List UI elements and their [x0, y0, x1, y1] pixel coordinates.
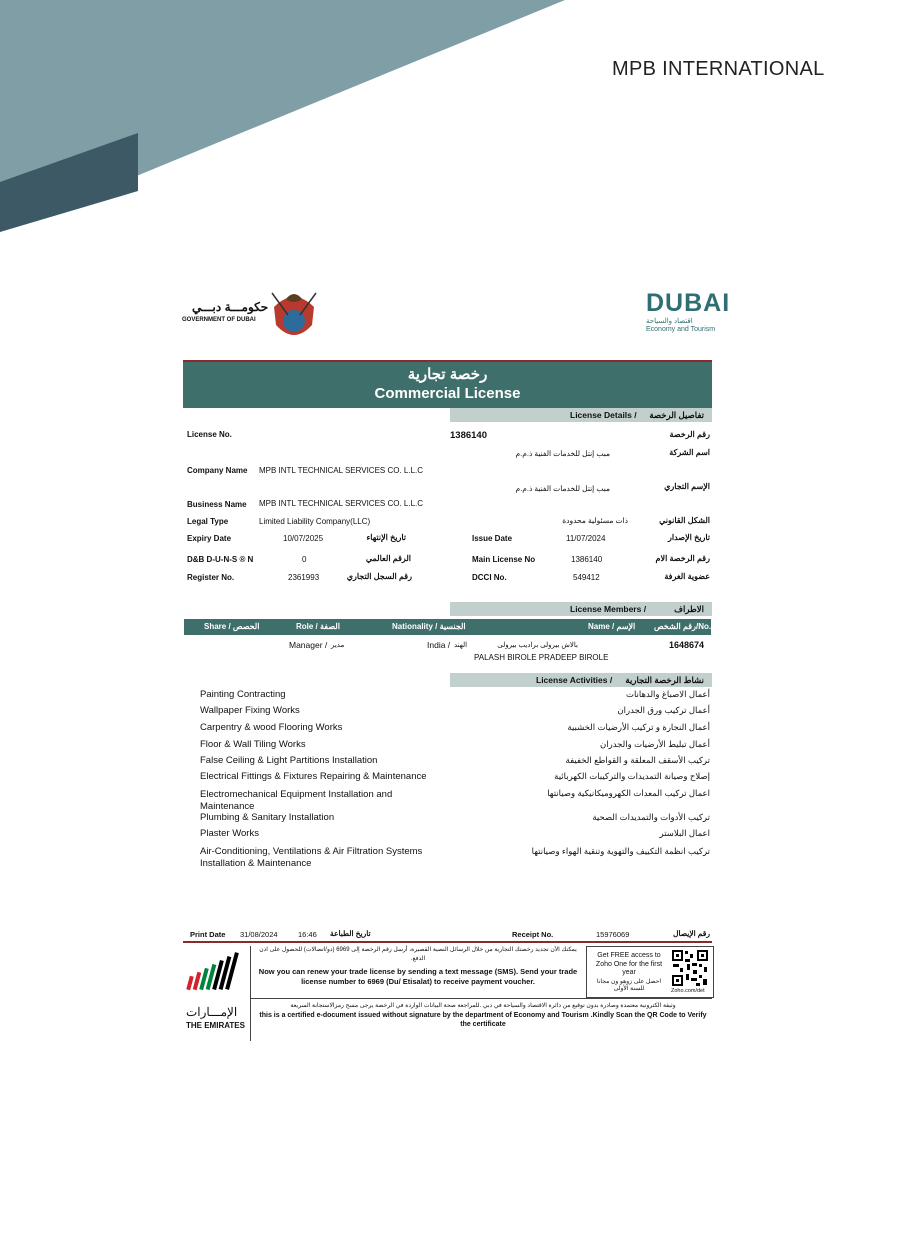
print-date-label: Print Date [190, 930, 226, 939]
col-share: Share / الحصص [204, 622, 260, 631]
legal-type-value: Limited Liability Company(LLC) [259, 517, 371, 526]
title-en: Commercial License [374, 385, 521, 402]
col-role: Role / الصفة [296, 622, 340, 631]
activity-en: Electrical Fittings & Fixtures Repairing & Maintenance [200, 771, 427, 782]
company-name-value: MPB INTL TECHNICAL SERVICES CO. L.L.C [259, 466, 424, 475]
member-role-ar: مدير [331, 642, 345, 649]
dcci-label: DCCI No. [472, 573, 507, 582]
activity-en: Carpentry & wood Flooring Works [200, 722, 343, 733]
sms-notice [255, 946, 581, 987]
activity-ar: اعمال تركيب المعدات الكهروميكانيكية وصيانتها [547, 788, 710, 798]
dcci-ar: عضوية الغرفة [664, 572, 710, 581]
legal-type-ar-label: الشكل القانوني [659, 516, 710, 525]
receipt-value: 15976069 [596, 930, 630, 939]
main-license-label: Main License No [472, 555, 536, 564]
emirates-en: THE EMIRATES [186, 1021, 245, 1030]
emirates-ar: الإمـــارات [186, 1005, 238, 1019]
legal-type-label: Legal Type [187, 517, 229, 526]
register-label: Register No. [187, 573, 235, 582]
activity-ar: تركيب الأسقف المعلقة و القواطع الخفيفة [565, 755, 710, 765]
member-no: 1648674 [669, 640, 705, 650]
license-members-bar [450, 602, 712, 616]
business-name-value: MPB INTL TECHNICAL SERVICES CO. L.L.C [259, 499, 424, 508]
zoho-offer-en: Get FREE access to Zoho One for the first year [595, 952, 663, 976]
company-name-ar: مبب إنتل للخدمات الفنية ذ.م.م [515, 449, 610, 458]
members-title-ar: الاطراف [674, 604, 704, 614]
license-details-bar [450, 408, 712, 422]
activity-en: Plaster Works [200, 828, 259, 839]
zoho-box [586, 946, 714, 998]
header-banner [0, 0, 898, 240]
activity-ar: تركيب انظمة التكييف والتهوية وتنقية الهواء وصيانتها [531, 846, 710, 856]
emirates-logo-icon [186, 948, 246, 1000]
certification-en: this is a certified e-document issued without signature by the department of Economy and Tourism .Kindly Scan the QR Code to Verify the certificate [259, 1012, 707, 1028]
col-name: Name / الإسم [588, 622, 636, 631]
license-no-label: License No. [187, 430, 232, 439]
business-name-ar: مبب إنتل للخدمات الفنية ذ.م.م [515, 484, 610, 493]
members-table-header [184, 619, 711, 635]
company-name-label: Company Name [187, 466, 248, 475]
footer-vertical-divider [250, 946, 251, 1041]
section-title-ar: تفاصيل الرخصة [649, 410, 704, 420]
activity-en: False Ceiling & Light Partitions Installation [200, 755, 378, 766]
footer-horizontal-divider [250, 998, 712, 999]
dcci-value: 549412 [573, 573, 600, 582]
duns-value: 0 [302, 555, 307, 564]
business-name-label: Business Name [187, 500, 247, 509]
sms-notice-ar: يمكنك الآن تجديد رخصتك التجارية من خلال الرسائل النصية القصيرة، أرسل رقم الرخصة إلى 6969 (دو/اتصالات) للحصول على اذن الدفع. [259, 947, 577, 962]
expiry-label: Expiry Date [187, 534, 232, 543]
activity-ar: أعمال تركيب ورق الجدران [617, 705, 710, 715]
zoho-offer-ar: احصل على زوهو ون مجانا للسنة الأولى [596, 979, 662, 992]
zoho-url: Zoho.com/det [671, 988, 705, 994]
activity-en: Wallpaper Fixing Works [200, 705, 300, 716]
duns-ar: الرقم العالمي [365, 554, 411, 563]
expiry-ar: تاريخ الإنتهاء [366, 533, 406, 542]
activity-ar: أعمال تبليط الأرضيات والجدران [600, 739, 710, 749]
certification-ar: وثيقة الكترونية معتمدة وصادرة بدون توقيع من دائرة الاقتصاد والسياحة في دبي .للمراجعة صحة البيانات الواردة في الرخصة يرجى مسح رمزالاستجابة السريعة [290, 1003, 676, 1009]
expiry-value: 10/07/2025 [283, 534, 324, 543]
issue-value: 11/07/2024 [566, 534, 606, 543]
license-no-value: 1386140 [450, 430, 487, 441]
col-no: رقم الشخص/No. [654, 622, 712, 631]
footer-rule [183, 941, 712, 943]
activity-en: Painting Contracting [200, 689, 286, 700]
print-date-ar: تاريخ الطباعة [330, 929, 371, 938]
qr-code-icon [671, 949, 709, 987]
issue-label: Issue Date [472, 534, 513, 543]
brand-title: MPB INTERNATIONAL [612, 58, 825, 80]
dubai-emblem-icon [266, 285, 322, 343]
activity-en: Floor & Wall Tiling Works [200, 739, 306, 750]
main-license-ar: رقم الرخصة الام [655, 554, 710, 563]
activity-en: Plumbing & Sanitary Installation [200, 812, 335, 823]
member-nationality-ar: الهند [454, 642, 468, 649]
col-nationality: Nationality / الجنسية [392, 622, 466, 631]
issue-ar: تاريخ الإصدار [667, 533, 710, 542]
legal-type-ar: ذات مسئولية محدودة [562, 516, 628, 525]
dubai-logo-en: Economy and Tourism [646, 326, 716, 333]
member-name-en: PALASH BIROLE PRADEEP BIROLE [474, 653, 609, 662]
register-value: 2361993 [288, 573, 320, 582]
title-ar: رخصة تجارية [407, 366, 488, 383]
activity-ar: اعمال البلاستر [659, 828, 710, 838]
print-time-value: 16:46 [298, 930, 317, 939]
activities-title-en: License Activities / [536, 675, 613, 685]
receipt-label: Receipt No. [512, 930, 554, 939]
dubai-logo-ar: اقتصاد والسياحة [646, 318, 693, 325]
receipt-ar: رقم الإيصال [673, 929, 710, 938]
license-title-header [183, 362, 712, 408]
activity-ar: إصلاح وصيانة التمديدات والتركيبات الكهربائية [554, 771, 710, 781]
license-no-ar: رقم الرخصة [669, 430, 710, 439]
certification-notice [254, 1002, 712, 1029]
company-name-ar-label: اسم الشركة [669, 448, 710, 457]
activity-ar: أعمال الاصباغ والدهانات [625, 689, 710, 699]
gov-logo-ar: حكومـــة دبـــي [192, 300, 269, 314]
activity-ar: أعمال النجارة و تركيب الأرضيات الخشبية [567, 722, 710, 732]
main-license-value: 1386140 [571, 555, 603, 564]
section-title-en: License Details / [570, 410, 637, 420]
license-activities-bar [450, 673, 712, 687]
member-name-ar: بالاش بيرولى براديب بيرولى [497, 642, 578, 649]
business-name-ar-label: الإسم التجاري [664, 482, 710, 491]
activity-en: Electromechanical Equipment Installation and Maintenance [200, 789, 393, 812]
gov-logo-en: GOVERNMENT OF DUBAI [182, 317, 256, 323]
dubai-logo-text: DUBAI [646, 289, 731, 317]
activities-title-ar: نشاط الرخصة التجارية [625, 675, 704, 685]
member-nationality: India / [427, 640, 451, 650]
member-role: Manager / [289, 640, 328, 650]
activity-ar: تركيب الأدوات والتمديدات الصحية [592, 812, 710, 822]
members-title-en: License Members / [570, 604, 647, 614]
activity-en: Air-Conditioning, Ventilations & Air Filtration Systems Installation & Maintenance [200, 846, 423, 869]
sms-notice-en: Now you can renew your trade license by sending a text message (SMS). Send your trade license number to 6969 (Du/ Etisalat) to receive payment voucher. [258, 967, 578, 986]
duns-label: D&B D-U-N-S ® N [187, 555, 254, 564]
print-date-value: 31/08/2024 [240, 930, 278, 939]
register-ar: رقم السجل التجاري [346, 572, 412, 581]
